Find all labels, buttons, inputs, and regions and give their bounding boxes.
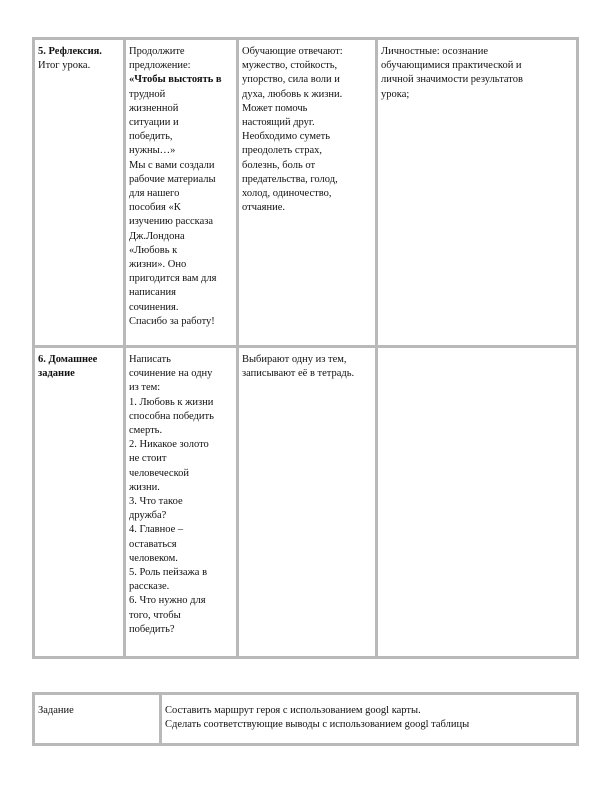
text-line: преодолеть страх,: [242, 145, 322, 157]
text-line: личной значимости результатов: [381, 74, 523, 86]
stage-title: 5. Рефлексия.: [38, 46, 102, 57]
lesson-table: [32, 37, 579, 659]
text-line: 3. Что такое: [129, 496, 183, 508]
text-line: обучающимися практической и: [381, 60, 522, 72]
stage-title: 6. Домашнее: [38, 354, 98, 365]
text-line: сочинение на одну: [129, 368, 213, 380]
text-line: записывают её в тетрадь.: [242, 368, 355, 380]
text-line: пособия «К: [129, 202, 181, 214]
text-line: Дж.Лондона: [129, 230, 185, 242]
text-line: урока;: [381, 88, 410, 100]
text-line: для нашего: [129, 188, 180, 200]
student-activity-cell: [239, 40, 375, 345]
text-line: изучению рассказа: [129, 216, 214, 228]
task-content-cell: [162, 695, 576, 743]
stage-subtitle: Итог урока.: [38, 60, 91, 72]
text-line: дружба?: [129, 510, 167, 522]
results-cell: [378, 40, 576, 345]
text-line: жизни». Оно: [129, 259, 187, 271]
text-line: рабочие материалы: [129, 173, 216, 185]
task-line: Составить маршрут героя с использованием googl карты.: [165, 705, 421, 716]
teacher-activity-cell: [126, 40, 236, 345]
text-line: нужны…»: [129, 145, 176, 157]
text-line: 2. Никакое золото: [129, 439, 209, 451]
text-line: жизни.: [129, 481, 160, 493]
results-cell: [378, 348, 576, 656]
task-label: Задание: [38, 705, 74, 716]
text-line: «Чтобы выстоять в: [129, 74, 222, 86]
text-line: способна победить: [129, 410, 214, 422]
text-line: трудной: [129, 88, 166, 100]
text-line: упорство, сила воли и: [242, 74, 340, 86]
text-line: Написать: [129, 354, 171, 365]
text-line: написания: [129, 287, 176, 299]
text-line: 6. Что нужно для: [129, 595, 206, 607]
text-line: предательства, голод,: [242, 173, 338, 185]
text-line: победить,: [129, 131, 173, 143]
text-line: «Любовь к: [129, 244, 178, 256]
task-table: [32, 692, 579, 746]
text-line: 4. Главное –: [129, 524, 184, 536]
text-line: не стоит: [129, 453, 167, 465]
text-line: победить?: [129, 623, 175, 635]
text-line: духа, любовь к жизни.: [242, 88, 343, 100]
text-line: ситуации и: [129, 117, 179, 129]
text-line: Необходимо суметь: [242, 131, 331, 143]
task-line: Сделать соответствующие выводы с использованием googl таблицы: [165, 719, 470, 731]
text-line: того, чтобы: [129, 609, 181, 621]
text-line: сочинения.: [129, 301, 179, 313]
text-line: болезнь, боль от: [242, 159, 316, 171]
text-line: настоящий друг.: [242, 117, 315, 129]
text-line: мужество, стойкость,: [242, 60, 338, 72]
text-line: оставаться: [129, 538, 177, 550]
stage-cell-homework: [35, 348, 123, 656]
text-line: Обучающие отвечают:: [242, 46, 343, 57]
text-line: человеческой: [129, 467, 190, 479]
text-line: смерть.: [129, 425, 163, 437]
text-line: Личностные: осознание: [381, 46, 489, 57]
stage-cell-reflection: [35, 40, 123, 345]
text-line: предложение:: [129, 60, 191, 72]
text-line: пригодится вам для: [129, 273, 217, 285]
text-line: 1. Любовь к жизни: [129, 396, 214, 408]
text-line: 5. Роль пейзажа в: [129, 567, 208, 579]
text-line: Выбирают одну из тем,: [242, 354, 347, 365]
teacher-activity-cell: [126, 348, 236, 656]
text-line: Мы с вами создали: [129, 159, 215, 171]
text-line: жизненной: [129, 102, 179, 114]
task-label-cell: [35, 695, 159, 743]
text-line: рассказе.: [129, 581, 170, 593]
text-line: человеком.: [129, 552, 178, 564]
text-line: из тем:: [129, 382, 161, 394]
text-line: Продолжите: [129, 46, 185, 57]
student-activity-cell: [239, 348, 375, 656]
text-line: холод, одиночество,: [242, 188, 332, 200]
text-line: Спасибо за работу!: [129, 315, 215, 327]
text-line: отчаяние.: [242, 202, 285, 214]
text-line: Может помочь: [242, 102, 308, 114]
stage-title: задание: [38, 368, 75, 380]
